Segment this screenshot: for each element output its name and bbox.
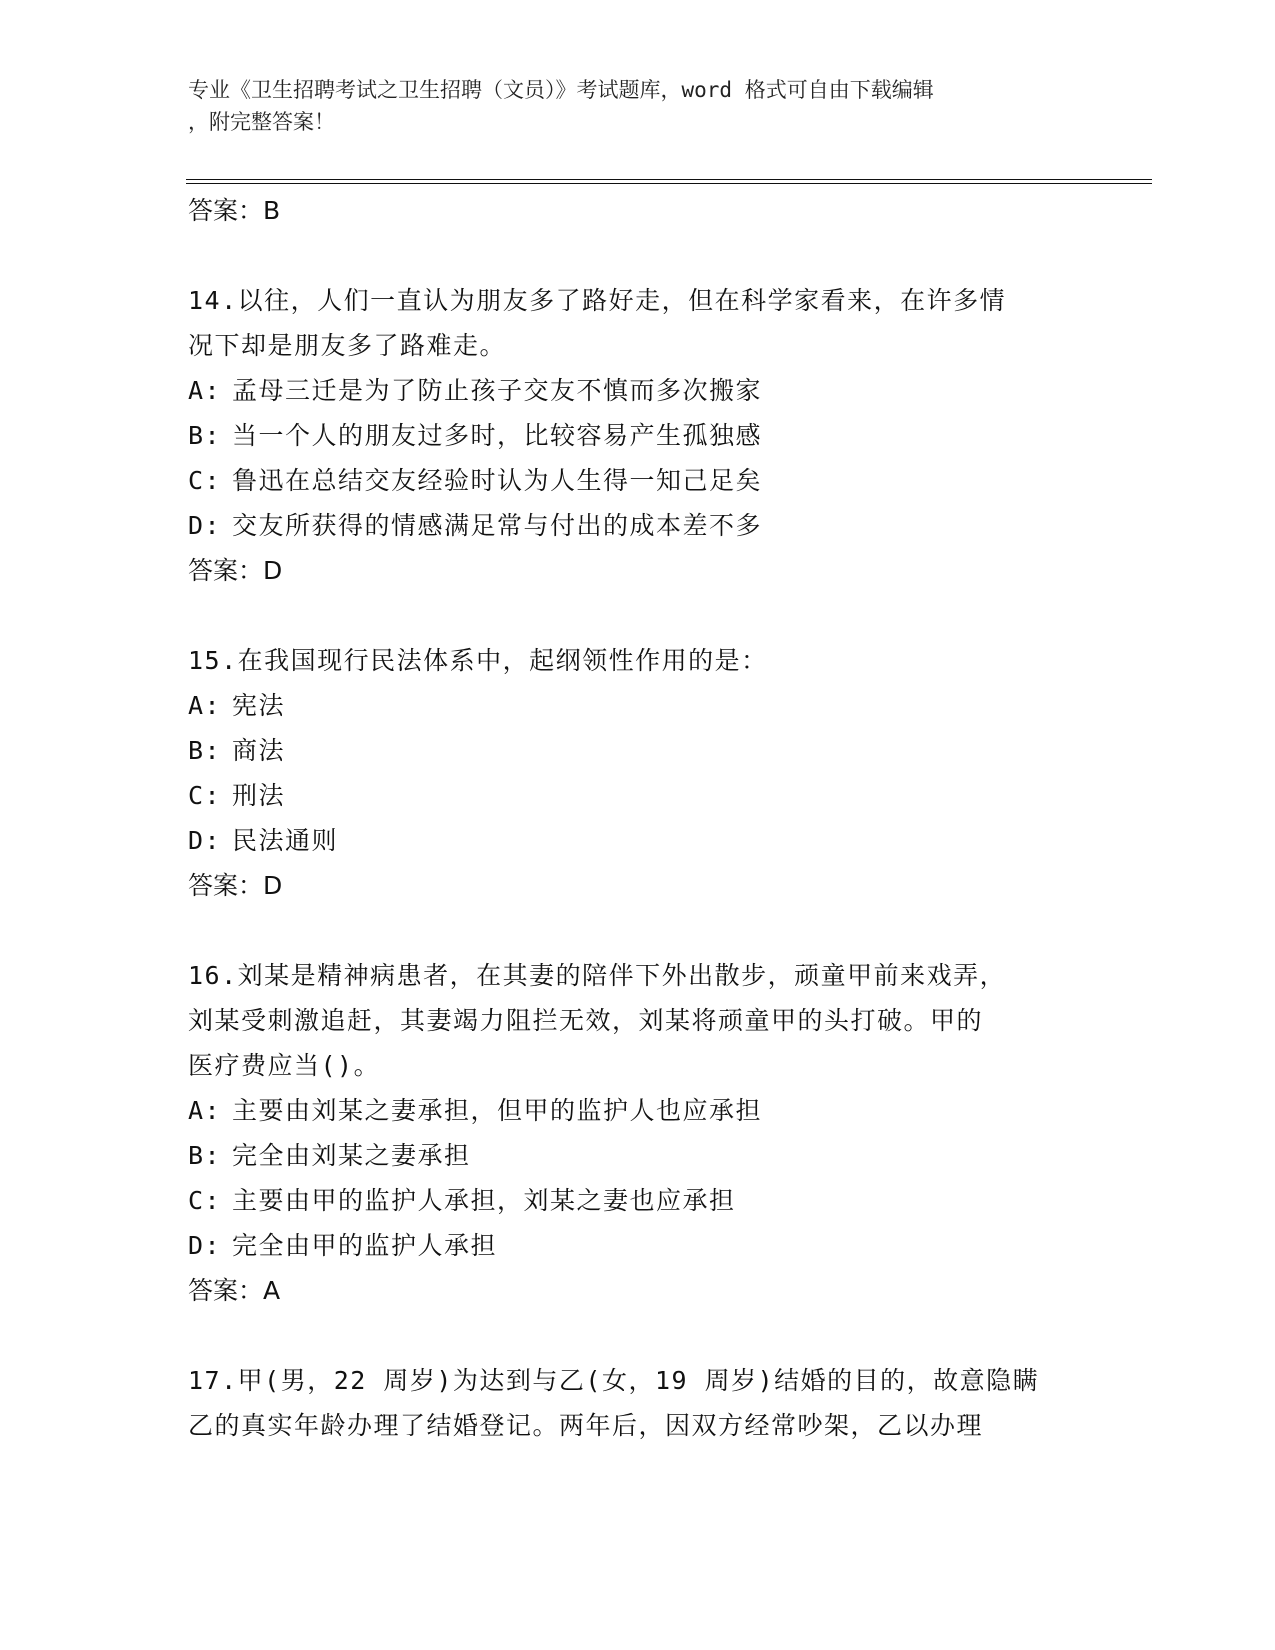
question-text	[188, 278, 1088, 368]
option-b	[188, 728, 1088, 773]
question-text-line: 乙的真实年龄办理了结婚登记。两年后，因双方经常吵架，乙以办理	[188, 1411, 984, 1440]
option-text: 宪法	[232, 691, 286, 720]
option-a	[188, 683, 1088, 728]
header-line-2: ，附完整答案！	[188, 110, 335, 134]
option-letter: A:	[188, 691, 222, 720]
document-body	[188, 188, 1088, 1448]
option-d	[188, 1223, 1088, 1268]
question-15	[188, 638, 1088, 909]
header-line-1: 专业《卫生招聘考试之卫生招聘（文员）》考试题库，word 格式可自由下载编辑	[188, 78, 934, 102]
option-b	[188, 1133, 1088, 1178]
question-text-line: 刘某受刺激追赶，其妻竭力阻拦无效，刘某将顽童甲的头打破。甲的	[188, 1006, 984, 1035]
question-16	[188, 953, 1088, 1314]
option-text: 商法	[232, 736, 286, 765]
option-letter: C:	[188, 466, 222, 495]
option-text: 刑法	[232, 781, 286, 810]
question-text-line: 况下却是朋友多了路难走。	[188, 331, 507, 360]
option-d	[188, 818, 1088, 863]
option-d	[188, 503, 1088, 548]
option-a	[188, 368, 1088, 413]
option-letter: B:	[188, 736, 222, 765]
question-text-line: 15.在我国现行民法体系中，起纲领性作用的是：	[188, 646, 768, 675]
document-header	[188, 74, 1088, 138]
question-text	[188, 953, 1088, 1088]
option-letter: B:	[188, 1141, 222, 1170]
option-text: 鲁迅在总结交友经验时认为人生得一知己足矣	[232, 466, 763, 495]
answer: 答案：D	[188, 871, 283, 900]
previous-answer: 答案：B	[188, 196, 281, 225]
option-text: 民法通则	[232, 826, 339, 855]
answer: 答案：D	[188, 556, 283, 585]
option-letter: D:	[188, 511, 222, 540]
question-text-line: 16.刘某是精神病患者，在其妻的陪伴下外出散步，顽童甲前来戏弄，	[188, 961, 1007, 990]
option-c	[188, 458, 1088, 503]
option-c	[188, 1178, 1088, 1223]
question-text-line: 医疗费应当()。	[188, 1051, 381, 1080]
option-text: 主要由刘某之妻承担，但甲的监护人也应承担	[232, 1096, 763, 1125]
option-b	[188, 413, 1088, 458]
question-text	[188, 1358, 1088, 1448]
answer: 答案：A	[188, 1276, 281, 1305]
option-text: 交友所获得的情感满足常与付出的成本差不多	[232, 511, 763, 540]
question-text-line: 14.以往，人们一直认为朋友多了路好走，但在科学家看来，在许多情	[188, 286, 1007, 315]
question-text	[188, 638, 1088, 683]
option-c	[188, 773, 1088, 818]
question-text-line: 17.甲(男，22 周岁)为达到与乙(女，19 周岁)结婚的目的，故意隐瞒	[188, 1366, 1040, 1395]
option-letter: A:	[188, 1096, 222, 1125]
header-divider-top	[186, 179, 1152, 180]
option-text: 主要由甲的监护人承担，刘某之妻也应承担	[232, 1186, 736, 1215]
option-letter: D:	[188, 1231, 222, 1260]
header-divider-bottom	[186, 183, 1152, 184]
option-letter: C:	[188, 781, 222, 810]
option-text: 孟母三迁是为了防止孩子交友不慎而多次搬家	[232, 376, 763, 405]
option-letter: C:	[188, 1186, 222, 1215]
option-a	[188, 1088, 1088, 1133]
option-letter: B:	[188, 421, 222, 450]
option-text: 完全由甲的监护人承担	[232, 1231, 498, 1260]
question-17	[188, 1358, 1088, 1448]
option-text: 完全由刘某之妻承担	[232, 1141, 471, 1170]
option-letter: A:	[188, 376, 222, 405]
option-letter: D:	[188, 826, 222, 855]
option-text: 当一个人的朋友过多时，比较容易产生孤独感	[232, 421, 763, 450]
question-14	[188, 278, 1088, 594]
